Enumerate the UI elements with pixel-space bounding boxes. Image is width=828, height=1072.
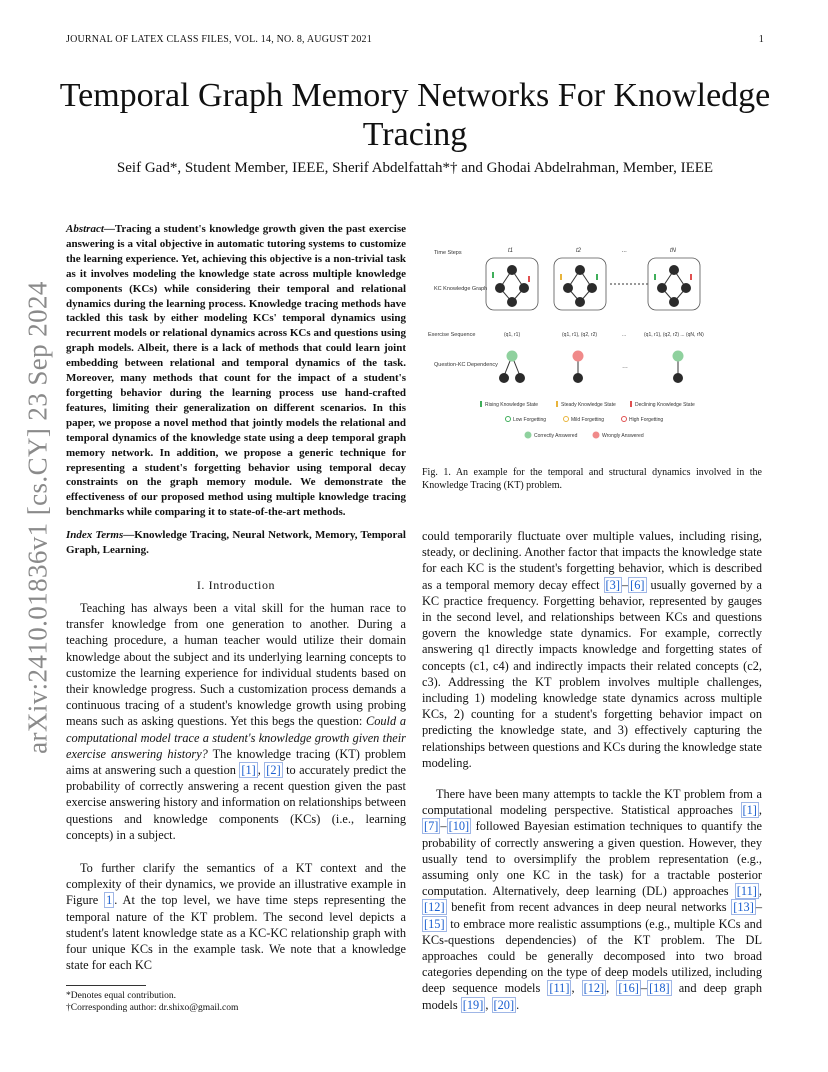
citation-link[interactable]: [18] — [649, 981, 670, 996]
legend-high-forgetting: High Forgetting — [629, 417, 664, 423]
intro-paragraph-1: Teaching has always been a vital skill for the human race to transfer knowledge from one generation to another. During a teaching procedure, a human teacher would utilize their domain knowledge about the subject and its underlying learning concepts to customize the learning experience for individual students based on their knowledge progress. Such a customization process demands a continuous tracing of a student's knowledge growth using probing means such as asking questions. Yet this begs the question: Could a computational model trace a student's knowledge growth given their exercise answering history? The knowledge tracing (KT) problem aims at answering such a question [1] , [2] to accurately predict the probability of correctly answering a recent question given the past exercise answering history and information on relationships between questions and knowledge components (KCs) (i.e., learning concepts) in a subject. — [66, 601, 407, 842]
citation-link[interactable]: [11] — [736, 884, 757, 899]
text-run: followed Bayesian estimation techniques to quantify the probability of correctly answering a given question. However, they usually tend to oversimplify the problem representation (e.g., assuming only one KC in the task) for a tractable posterior computation. Alternatively, deep learning (DL) approaches — [422, 819, 762, 899]
kc-graph-tN — [648, 258, 700, 310]
figure-caption: Fig. 1. An example for the temporal and structural dynamics involved in the Knowledge Tracing (KT) problem. — [422, 467, 762, 491]
citation-link[interactable]: [6] — [630, 577, 645, 592]
abstract — [66, 222, 406, 520]
text-run: . At the top level, we have time steps representing the temporal nature of the KT problem. The second level depicts a student's latent knowledge state as a KC-KC relationship graph with four unique KCs in the example task. We note that a knowledge state for each KC — [66, 893, 406, 973]
footnote-corresponding-author: †Corresponding author: dr.shixo@gmail.com — [66, 1003, 239, 1013]
running-header — [66, 34, 764, 45]
citation-link[interactable]: [2] — [266, 763, 281, 778]
abstract-text: —Tracing a student's knowledge growth given the past exercise answering is a vital objective in automatic tutoring systems to customize the learning experience. Yet, achieving this objective is a non-trivial task as it involves modeling the knowledge state across multiple knowledge components (KCs) while considering their temporal and relational dynamics during the learning process. Knowledge tracing methods have tackled this task by either modeling KCs' temporal dynamics using recurrent models or relational dynamics across KCs and questions using graph models. Albeit, there is a lack of methods that could learn joint embedding between relational and temporal dynamics of the task. Moreover, many methods that count for the impact of a student's forgetting behavior during the learning process use hand-crafted features, limiting their generalization on different scenarios. In this paper, we propose a novel method that jointly models the relational and temporal dynamics of the knowledge state using a deep temporal graph memory network. In addition, we propose a generic technique for representing a student's forgetting behavior using temporal decay constraints on the graph memory module. We demonstrate the effectiveness of our proposed method using multiple knowledge tracing benchmarks while comparing it to state-of-the-art methods. — [66, 223, 406, 519]
question-kc-dependency — [499, 351, 684, 384]
kc-graph-t1 — [486, 258, 538, 310]
text-run: The knowledge tracing (KT) problem aims at answering such a question — [66, 746, 407, 778]
citation-link[interactable]: [10] — [448, 819, 470, 834]
legend-steady: Steady Knowledge State — [561, 402, 616, 408]
legend-rising: Rising Knowledge State — [485, 402, 539, 408]
kc-graph-t2 — [554, 258, 606, 310]
index-terms-text: —Knowledge Tracing, Neural Network, Memory, Temporal Graph, Learning. — [66, 529, 406, 556]
figure-diagram — [422, 238, 762, 448]
index-terms — [66, 528, 406, 558]
text-run: and deep graph models — [422, 981, 763, 1012]
text-run: could temporarily fluctuate over multiple values, including rising, steady, or declining. Another factor that impacts the knowledge state for each KC is the student's forgetting behavior, which is described as a temporal memory decay effect — [422, 529, 762, 592]
citation-link[interactable]: [7] — [424, 819, 439, 834]
footnote-rule — [66, 985, 146, 986]
figure-1 — [422, 238, 762, 448]
citation-link[interactable]: [3] — [605, 577, 620, 592]
citation-link[interactable]: [12] — [583, 981, 605, 996]
exercise-label-2: (q1, r1), (q2, r2) — [562, 332, 598, 338]
text-run: Teaching has always been a vital skill for the human race to transfer knowledge from one generation to another. During a teaching procedure, a human teacher would utilize their domain knowledge about the subject and its underlying learning concepts to customize the learning experience for individual students based on their knowledge progress. Such a customization process demands a continuous tracing of a student's knowledge growth using probing means such as asking questions. Yet this begs the question: — [66, 601, 406, 729]
row-label-kc-graph: KC Knowledge Graph — [434, 286, 488, 292]
time-label-t2: t2 — [576, 248, 582, 254]
text-run: to embrace more realistic assumptions (e.g., multiple KCs and KCs-questions dependencies) of the KT problem. The DL approaches could be generally decomposed into two broad categories depending on the type of deep models utilized, including deep sequence models — [422, 916, 762, 996]
paper-title: Temporal Graph Memory Networks For Knowledge Tracing — [59, 77, 771, 153]
citation-link[interactable]: [20] — [493, 997, 515, 1012]
exercise-label-1: (q1, r1) — [504, 332, 521, 338]
legend-mild-forgetting: Mild Forgetting — [571, 417, 605, 423]
footnote-equal-contribution: *Denotes equal contribution. — [66, 991, 177, 1001]
citation-link[interactable]: [13] — [733, 900, 754, 915]
footnotes — [66, 985, 406, 1014]
citation-link[interactable]: [15] — [424, 916, 445, 931]
citation-link[interactable]: [11] — [549, 981, 570, 996]
text-run: to accurately predict the probability of correctly answering a recent question given the past exercise answering history and information on relationships between questions and knowledge components (KCs) (i.e., learning concepts) in a subject. — [66, 763, 406, 842]
index-terms-label: Index Terms — [66, 529, 124, 541]
row-label-time-steps: Time Steps — [434, 250, 462, 256]
figure-legend — [480, 401, 695, 439]
legend-low-forgetting: Low Forgetting — [513, 417, 547, 423]
arxiv-identifier[interactable]: arXiv:2410.01836v1 [cs.CY] 23 Sep 2024 — [22, 281, 53, 754]
exercise-label-N: (q1, r1), (q2, r2) ... (qN, rN) — [644, 332, 704, 338]
text-run: To further clarify the semantics of a KT context and the complexity of their dynamics, we provide an illustrative example in Figure — [66, 861, 406, 908]
citation-link[interactable]: [12] — [424, 900, 445, 915]
time-label-ellipsis: ... — [622, 248, 628, 254]
legend-declining: Declining Knowledge State — [635, 402, 695, 408]
text-run: There have been many attempts to tackle the KT problem from a computational modeling perspective. Statistical approaches — [422, 787, 762, 818]
legend-correct: Correctly Answered — [534, 433, 578, 439]
legend-wrong: Wrongly Answered — [602, 433, 644, 439]
citation-link[interactable]: [1] — [241, 763, 256, 778]
right-paragraph-2: There have been many attempts to tackle the KT problem from a computational modeling perspective. Statistical approaches [1] , [7] – [10] followed Bayesian estimation techniques to quantify the probability of correctly answering a given question. However, they usually tend to oversimplify the problem representation (e.g., assuming only one KC in the task) for a tractable posterior computation. Alternatively, deep learning (DL) approaches [11] , [12] benefit from recent advances in deep neural networks [13] –[15] to embrace more realistic assumptions (e.g., multiple KCs and KCs-questions dependencies) of the KT problem. The DL approaches could be generally decomposed into two broad categories depending on the type of deep models utilized, including deep sequence models [11] , [12] , [16] – [18] and deep graph models [19] , [20] . — [422, 787, 763, 1012]
page-number: 1 — [758, 34, 764, 45]
author-list: Seif Gad*, Student Member, IEEE, Sherif Abdelfattah*† and Ghodai Abdelrahman, Member, IEEE — [116, 160, 714, 176]
text-run: usually governed by a KC practice frequency. Forgetting behavior, represented by gauges in the second level, and relationships between KCs and questions govern the knowledge state dynamics. For example, correctly answering q1 directly impacts knowledge and forgetting states of concepts (c1, c4) and indirectly impacts their related concepts (c2, c3). Addressing the KT problem involves multiple challenges, including 1) modeling knowledge state dynamics across multiple KCs, 2) counting for a student's forgetting behavior impact on predicting the knowledge state, and 3) effectively capturing the relationships between questions and KCs during the knowledge state modeling. — [422, 577, 762, 770]
time-label-t1: t1 — [508, 248, 514, 254]
research-question: Could a computational model trace a student's knowledge growth given their exercise answering history? — [66, 714, 407, 761]
exercise-label-ellipsis: ... — [622, 332, 627, 338]
journal-info: JOURNAL OF LATEX CLASS FILES, VOL. 14, NO. 8, AUGUST 2021 — [66, 34, 372, 45]
citation-link[interactable]: [19] — [462, 997, 484, 1012]
time-label-tN: tN — [670, 248, 676, 254]
text-run: benefit from recent advances in deep neural networks — [446, 900, 732, 915]
svg-text:…: … — [622, 364, 628, 370]
row-label-exercise: Exercise Sequence — [428, 332, 476, 338]
figure-link[interactable]: 1 — [106, 893, 113, 908]
right-paragraph-1: could temporarily fluctuate over multiple values, including rising, steady, or declining. Another factor that impacts the knowledge state for each KC is the student's forgetting behavior, which is described as a temporal memory decay effect [3] – [6] usually governed by a KC practice frequency. Forgetting behavior, represented by gauges in the second level, and relationships between KCs and questions govern the knowledge state dynamics. For example, correctly answering q1 directly impacts knowledge and forgetting states of concepts (c1, c4) and indirectly impacts their related concepts (c2, c3). Addressing the KT problem involves multiple challenges, including 1) modeling knowledge state dynamics across multiple KCs, 2) counting for a student's forgetting behavior impact on predicting the knowledge state, and 3) effectively capturing the relationships between questions and KCs during the knowledge state modeling. — [422, 529, 762, 770]
citation-link[interactable]: [16] — [618, 981, 639, 996]
section-heading: I. Introduction — [196, 578, 276, 592]
row-label-dependency: Question-KC Dependency — [434, 362, 498, 368]
intro-paragraph-2 — [66, 860, 406, 973]
abstract-label: Abstract — [66, 223, 104, 235]
citation-link[interactable]: [1] — [742, 803, 757, 818]
text-run: . — [516, 997, 520, 1012]
